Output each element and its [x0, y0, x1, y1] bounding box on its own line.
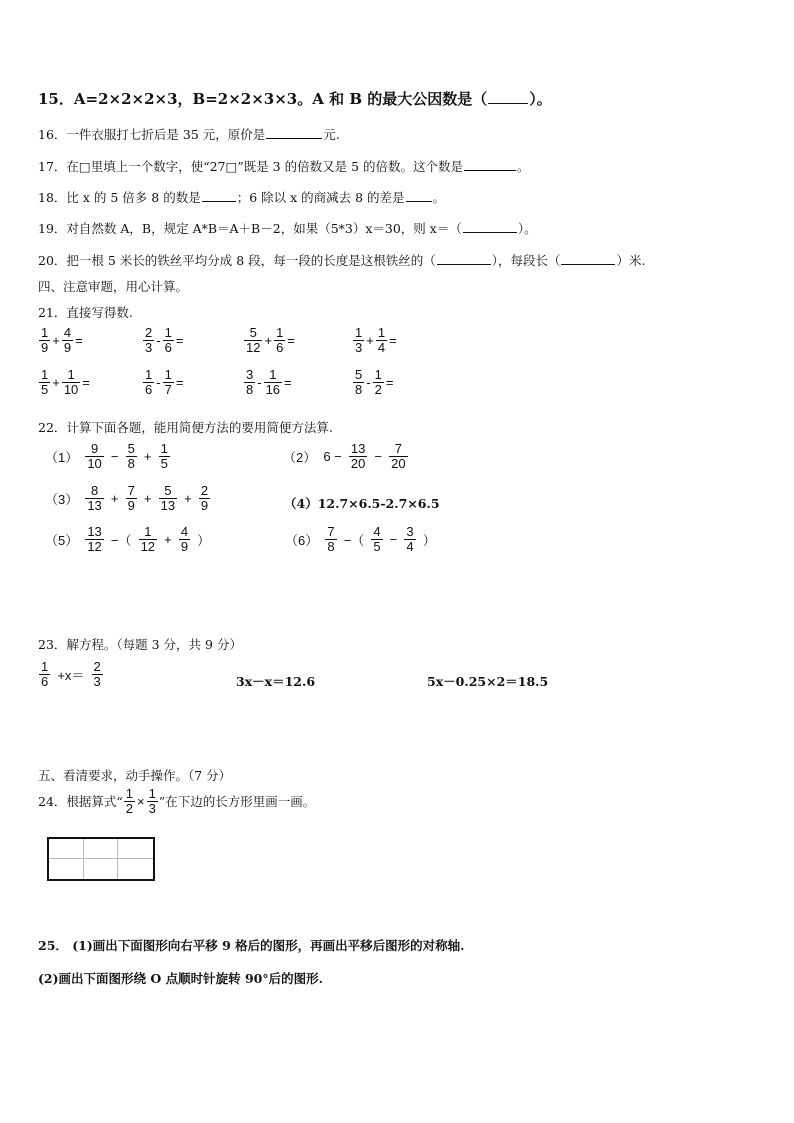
fraction: $\frac{8}{13}$: [87, 483, 102, 513]
fraction: $\frac{1}{7}$: [164, 367, 172, 397]
answer-blank-2[interactable]: [406, 200, 432, 202]
question-19: [38, 219, 537, 237]
operator: −: [374, 448, 383, 464]
operator: +: [366, 332, 374, 348]
operator: =: [284, 374, 292, 390]
grid-cell[interactable]: [49, 859, 84, 879]
problem-label: （3）: [45, 491, 79, 507]
fraction: $\frac{1}{6}$: [41, 659, 49, 689]
operator: -: [366, 374, 371, 390]
exercise-item: [38, 368, 91, 396]
problem-label: （6）: [285, 532, 319, 548]
fraction: $\frac{1}{16}$: [265, 367, 281, 397]
fraction: $\frac{1}{6}$: [276, 325, 284, 355]
fraction: $\frac{5}{8}$: [127, 441, 135, 471]
operator: −: [389, 531, 398, 547]
question-20: [38, 251, 645, 269]
question-number: 17．: [38, 159, 67, 174]
grid-cell[interactable]: [49, 839, 84, 859]
question-text-end: 元.: [323, 127, 340, 142]
question-24: [38, 787, 315, 815]
operator: ）: [422, 532, 436, 548]
fraction: $\frac{1}{5}$: [160, 441, 168, 471]
grid-cell[interactable]: [84, 859, 119, 879]
question-text-mid: ；6 除以 x 的商减去 8 的差是: [236, 190, 405, 205]
question-number: 15．: [38, 90, 74, 108]
answer-blank[interactable]: [463, 231, 517, 233]
fraction: $\frac{3}{8}$: [246, 367, 254, 397]
fraction: $\frac{13}{20}$: [350, 441, 366, 471]
exercise-item: [142, 326, 184, 354]
question-17: [38, 157, 530, 175]
question-23-title: 23．解方程。（每题 3 分，共 9 分）: [38, 637, 242, 652]
exercise-item: [38, 326, 84, 354]
operator: ×: [137, 793, 145, 809]
problem-22-2: [282, 442, 409, 470]
question-text-end: 。: [432, 190, 446, 205]
question-25-part-1: 25． (1)画出下面图形向右平移 9 格后的图形，再画出平移后图形的对称轴.: [38, 938, 465, 953]
fraction: $\frac{1}{2}$: [125, 786, 134, 816]
fraction: $\frac{9}{10}$: [87, 441, 102, 471]
answer-blank-1[interactable]: [437, 263, 491, 265]
fraction: $\frac{2}{9}$: [200, 483, 209, 513]
operator: +: [110, 490, 119, 506]
fraction: $\frac{1}{6}$: [164, 325, 172, 355]
operator: =: [175, 374, 184, 390]
fraction: $\frac{4}{9}$: [180, 524, 189, 554]
fraction: $\frac{1}{3}$: [148, 786, 156, 816]
fraction: $\frac{3}{4}$: [406, 524, 414, 554]
problem-22-5: [44, 525, 211, 553]
answer-blank[interactable]: [488, 102, 528, 104]
fraction: $\frac{4}{5}$: [373, 524, 381, 554]
grid-cell[interactable]: [84, 839, 119, 859]
expression: 12.7×6.5-2.7×6.5: [317, 496, 440, 511]
operator: =: [385, 374, 394, 390]
equation-1: [38, 660, 104, 688]
operator: =: [75, 332, 83, 348]
question-text-end: 。: [517, 159, 530, 174]
operator: +: [143, 448, 152, 464]
operator: +: [52, 332, 60, 348]
operator: +: [164, 531, 172, 547]
exercise-item: [352, 368, 394, 396]
drawing-rectangle[interactable]: [47, 837, 155, 881]
operator: +: [52, 374, 60, 390]
question-16: [38, 125, 340, 143]
question-15: [38, 88, 552, 109]
question-text-end: ）。: [517, 221, 537, 236]
operator: +: [143, 490, 152, 506]
question-number: 20．: [38, 253, 67, 268]
fraction: $\frac{1}{3}$: [355, 325, 363, 355]
exercise-item: [142, 368, 184, 396]
operator: +: [264, 332, 273, 348]
operator: =: [175, 332, 184, 348]
question-text: 24．根据算式“: [38, 794, 123, 810]
equation-2: 3x－x＝12.6: [236, 674, 316, 689]
question-text: 在□里填上一个数字，使“27□”既是 3 的倍数又是 5 的倍数。这个数是: [66, 159, 464, 174]
section-4-heading: 四、注意审题，用心计算。: [38, 279, 189, 294]
operator: =: [82, 374, 90, 390]
fraction: $\frac{5}{8}$: [355, 367, 363, 397]
operator: =: [389, 332, 397, 348]
problem-label: （2）: [283, 449, 317, 465]
answer-blank-1[interactable]: [202, 200, 236, 202]
problem-22-3: [44, 484, 211, 512]
answer-blank-2[interactable]: [561, 263, 615, 265]
question-number: 18．: [38, 190, 67, 205]
question-text: A=2×2×2×3，B=2×2×3×3。A 和 B 的最大公因数是（: [73, 90, 488, 108]
operator: −（: [343, 532, 365, 548]
operator: −（: [110, 532, 132, 548]
operator: ）: [197, 532, 211, 548]
fraction: $\frac{1}{9}$: [41, 325, 49, 355]
fraction: $\frac{1}{5}$: [41, 367, 49, 397]
equation-3: 5x－0.25×2＝18.5: [427, 674, 549, 689]
fraction: $\frac{7}{9}$: [127, 483, 135, 513]
operator: =: [287, 332, 295, 348]
question-text: 比 x 的 5 倍多 8 的数是: [66, 190, 201, 205]
fraction: $\frac{5}{12}$: [246, 325, 261, 355]
question-21-title: 21．直接写得数.: [38, 305, 133, 320]
question-text-end: ”在下边的长方形里画一画。: [158, 794, 316, 810]
question-text-end: ）米.: [616, 253, 646, 268]
fraction: $\frac{7}{20}$: [391, 441, 406, 471]
fraction: $\frac{1}{10}$: [63, 367, 79, 397]
fraction: $\frac{7}{8}$: [327, 524, 335, 554]
question-number: 19．: [38, 221, 67, 236]
fraction: $\frac{1}{6}$: [145, 367, 153, 397]
question-text-mid: ），每段长（: [491, 253, 561, 268]
section-5-heading: 五、看清要求，动手操作。（7 分）: [38, 768, 232, 783]
problem-label: （5）: [45, 532, 79, 548]
question-number: 16．: [38, 127, 67, 142]
fraction: $\frac{1}{4}$: [377, 325, 386, 355]
fraction: $\frac{2}{3}$: [145, 325, 153, 355]
question-text: 一件衣服打七折后是 35 元，原价是: [66, 127, 266, 142]
operator: -: [156, 332, 161, 348]
operator: 6 −: [323, 448, 342, 464]
exercise-item: [243, 326, 296, 354]
answer-blank[interactable]: [266, 137, 322, 139]
question-22-title: 22．计算下面各题，能用简便方法的要用简便方法算.: [38, 420, 333, 435]
question-text: 对自然数 A，B，规定 A*B＝A＋B－2，如果（5*3）x＝30，则 x＝（: [66, 221, 462, 236]
question-18: [38, 188, 445, 206]
exercise-item: [243, 368, 293, 396]
operator: +: [184, 490, 192, 506]
grid-cell[interactable]: [118, 859, 153, 879]
problem-22-1: [44, 442, 171, 470]
fraction: $\frac{1}{2}$: [374, 367, 382, 397]
question-text-end: ）。: [529, 90, 552, 108]
fraction: $\frac{4}{9}$: [63, 325, 72, 355]
exercise-item: [352, 326, 398, 354]
problem-22-6: [284, 525, 437, 553]
operator: −: [110, 448, 119, 464]
question-text: 把一根 5 米长的铁丝平均分成 8 段，每一段的长度是这根铁丝的（: [66, 253, 436, 268]
question-25-part-2: (2)画出下面图形绕 O 点顺时针旋转 90°后的图形.: [38, 971, 323, 986]
problem-label: （1）: [45, 449, 79, 465]
grid-cell[interactable]: [118, 839, 153, 859]
answer-blank[interactable]: [464, 169, 516, 171]
fraction: $\frac{13}{12}$: [87, 524, 102, 554]
fraction: $\frac{2}{3}$: [93, 659, 101, 689]
fraction: $\frac{5}{13}$: [160, 483, 176, 513]
problem-label: （4）: [284, 496, 318, 511]
operator: -: [257, 374, 262, 390]
operator: +x＝: [57, 667, 85, 683]
problem-22-4: [284, 494, 440, 512]
fraction: $\frac{1}{12}$: [140, 524, 156, 554]
operator: -: [156, 374, 161, 390]
